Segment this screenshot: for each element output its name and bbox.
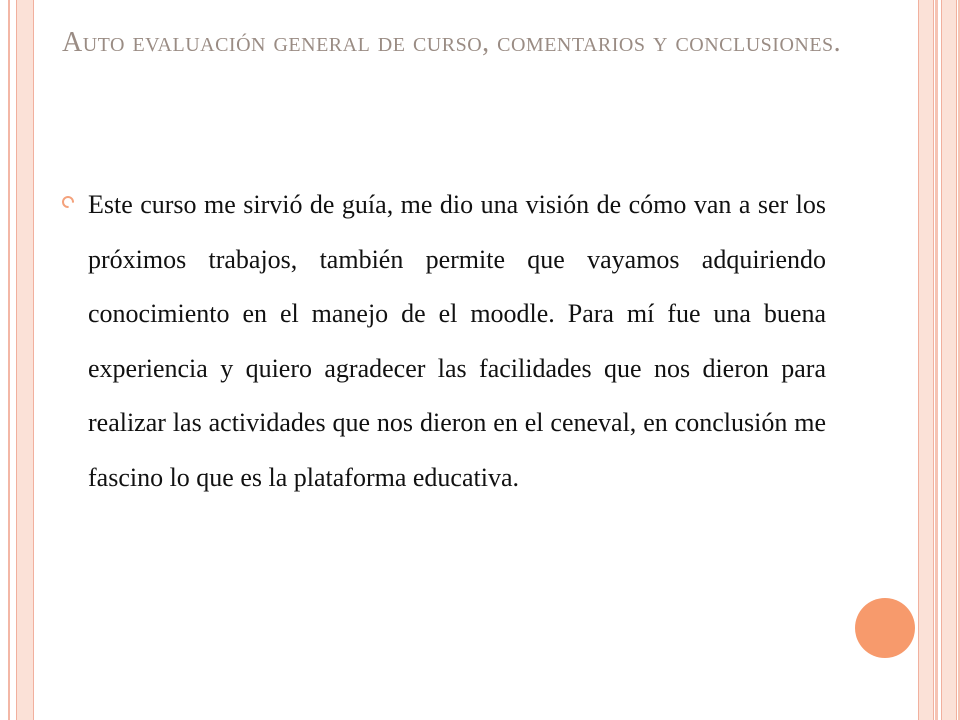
right-decorative-border [918, 0, 960, 720]
right-border-band-2 [941, 0, 957, 720]
left-border-line [8, 0, 10, 720]
open-circle-bullet-icon [62, 196, 74, 208]
orange-decorative-circle-icon [855, 598, 915, 658]
right-border-line-1 [935, 0, 938, 720]
slide-title: Auto evaluación general de curso, comentarios y conclusiones. [62, 27, 842, 58]
right-border-band-1 [918, 0, 934, 720]
left-border-band [16, 0, 34, 720]
left-decorative-border [0, 0, 34, 720]
body-paragraph: Este curso me sirvió de guía, me dio una visión de cómo van a ser los próximos trabajos, también permite que vayamos adquiriendo conocimiento en el manejo de el moodle. Para mí fue una buena experiencia y quiero agradecer las facilidades que nos dieron para realizar las actividades que nos dieron en el ceneval, en conclusión me fascino lo que es la plataforma educativa. [88, 190, 826, 492]
